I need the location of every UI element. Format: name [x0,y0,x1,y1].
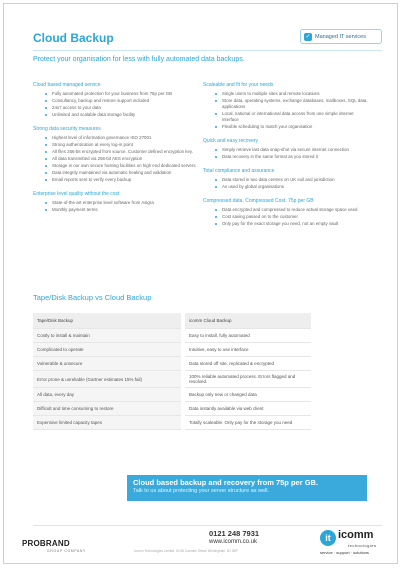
badge-label: Managed IT services [315,33,366,40]
bullet-item: All files 256-bit encrypted from source. Customer defined encryption key. [45,149,201,155]
cta-banner [127,475,367,501]
bullet-item: Local, national or international data access from one simple internet interface [215,111,371,123]
feature-section [203,82,371,130]
bullet-item: Only pay for the exact storage you need, not an empty vault [215,221,371,227]
logo-technologies: technologies [348,543,377,548]
header-icomm-cloud: icomm Cloud Backup [183,313,311,329]
cloud-backup-cell: Data instantly available via web client [183,402,311,416]
bullet-item: Data encrypted and compressed to reduce actual storage space used [215,207,371,213]
table-row [33,388,311,402]
bullet-item: 24x7 access to your data [45,105,201,111]
bullet-item: Consultancy, backup and restore support included [45,98,201,104]
bullet-item: Email reports sent to verify every backup [45,177,201,183]
tape-disk-cell: Complicated to operate [33,343,183,357]
section-heading: Compressed data. Compressed Cost. 75p per GB [203,198,314,204]
it-logo-icon: it [320,530,336,546]
phone-number: 0121 248 7931 [209,529,260,538]
table-row [33,402,311,416]
bullet-item: Store data, operating systems, exchange databases, mailboxes, SQL data, applications [215,98,371,110]
tape-disk-cell: Difficult and time consuming to restore [33,402,183,416]
cloud-backup-cell: Intuitive, easy to use interface [183,343,311,357]
tape-disk-cell: Error prone & unreliable (Gartner estimates 15% fail) [33,371,183,388]
cloud-backup-cell: Easy to install, fully automated [183,329,311,343]
left-column [33,82,201,221]
bullet-list [33,91,201,118]
bullet-item: Simply retrieve last data snap-shot via secure internet connection [215,147,371,153]
tape-disk-cell: Expensive limited capacity tapes [33,416,183,430]
bullet-list [33,200,201,213]
table-header-row [33,313,311,329]
brochure-page [3,3,398,564]
feature-section [203,168,371,190]
cloud-backup-cell: Data stored off site, replicated & encrypted [183,357,311,371]
section-heading: Cloud based managed service [33,82,101,88]
bullet-item: Strong authentication at every log-in point [45,142,201,148]
tape-disk-cell: Vulnerable & unsecure [33,357,183,371]
feature-section [33,82,201,118]
tape-disk-cell: Costly to install & maintain [33,329,183,343]
section-heading: Quick and easy recovery [203,138,259,144]
feature-section [203,138,371,160]
table-row [33,343,311,357]
check-icon: ✓ [305,33,311,40]
bullet-item: State-of-the-art enterprise level software from Asigra [45,200,201,206]
bullet-item: Highest level of information governance ISO 27001 [45,135,201,141]
bullet-item: Single users to multiple sites and remote locations [215,91,371,97]
bullet-item: Data recovery in the same format as you stored it [215,154,371,160]
page-title: Cloud Backup [33,31,114,45]
feature-section [203,198,371,227]
comparison-table [33,313,311,430]
feature-section [33,126,201,183]
table-row [33,416,311,430]
bullet-item: Unlimited and scalable data storage facility [45,112,201,118]
section-heading: Enterprise level quality without the cost [33,191,120,197]
bullet-list [203,177,371,190]
cloud-backup-cell: Totally scaleable. Only pay for the storage you need [183,416,311,430]
bullet-item: Data integrity maintained via automatic healing and validation [45,170,201,176]
company-address: Icomm Technologies Limited, 50-56 Camden Street, Birmingham, B1 3BP [134,549,238,553]
right-column [203,82,371,235]
section-heading: Scaleable and fit for your needs [203,82,274,88]
table-row [33,357,311,371]
bullet-item: Storage in our own secure hosting facilities on high end dedicated servers [45,163,201,169]
footer-divider [33,525,382,526]
bullet-item: Fully automated protection for your business from 75p per GB [45,91,201,97]
section-heading: Strong data security measures [33,126,101,132]
bullet-list [203,91,371,130]
bullet-item: As used by global organisations [215,184,371,190]
group-company-label: GROUP COMPANY [47,549,86,553]
comparison-title: Tape/Disk Backup vs Cloud Backup [33,293,152,302]
website-link[interactable]: www.icomm.co.uk [209,539,258,545]
comparison-table-wrap [33,313,311,430]
vertical-edge-rule [378,475,382,515]
feature-section [33,191,201,213]
bullet-list [203,147,371,160]
cloud-backup-cell: Backup only new or changed data [183,388,311,402]
cloud-backup-cell: 100% reliable automated process. Errors flagged and resolved. [183,371,311,388]
bullet-list [203,207,371,227]
logo-name: icomm [338,529,374,541]
cta-subline: Talk to us about protecting your server structure as well. [133,488,270,494]
cta-headline: Cloud based backup and recovery from 75p per GB. [133,478,319,487]
bullet-item: Cost saving passed on to the customer [215,214,371,220]
probrand-logo: PROBRAND [22,539,70,548]
managed-it-badge [300,29,382,44]
bullet-item: Data stored in two data centres on UK soil and jurisdiction [215,177,371,183]
header-tape-disk: Tape/Disk Backup [33,313,183,329]
icomm-logo [320,528,390,562]
tape-disk-cell: All data, every day [33,388,183,402]
tagline: Protect your organisation for less with fully automated data backups. [33,56,245,63]
table-row [33,329,311,343]
logo-tagline: service · support · solutions [320,550,369,555]
bullet-list [33,135,201,183]
table-row [33,371,311,388]
bullet-item: All data transmitted via 256-bit AES encryption [45,156,201,162]
section-heading: Total compliance and assurance [203,168,275,174]
header-divider [33,50,382,51]
bullet-item: Monthly payment terms [45,207,201,213]
bullet-item: Flexible scheduling to match your organisation [215,124,371,130]
